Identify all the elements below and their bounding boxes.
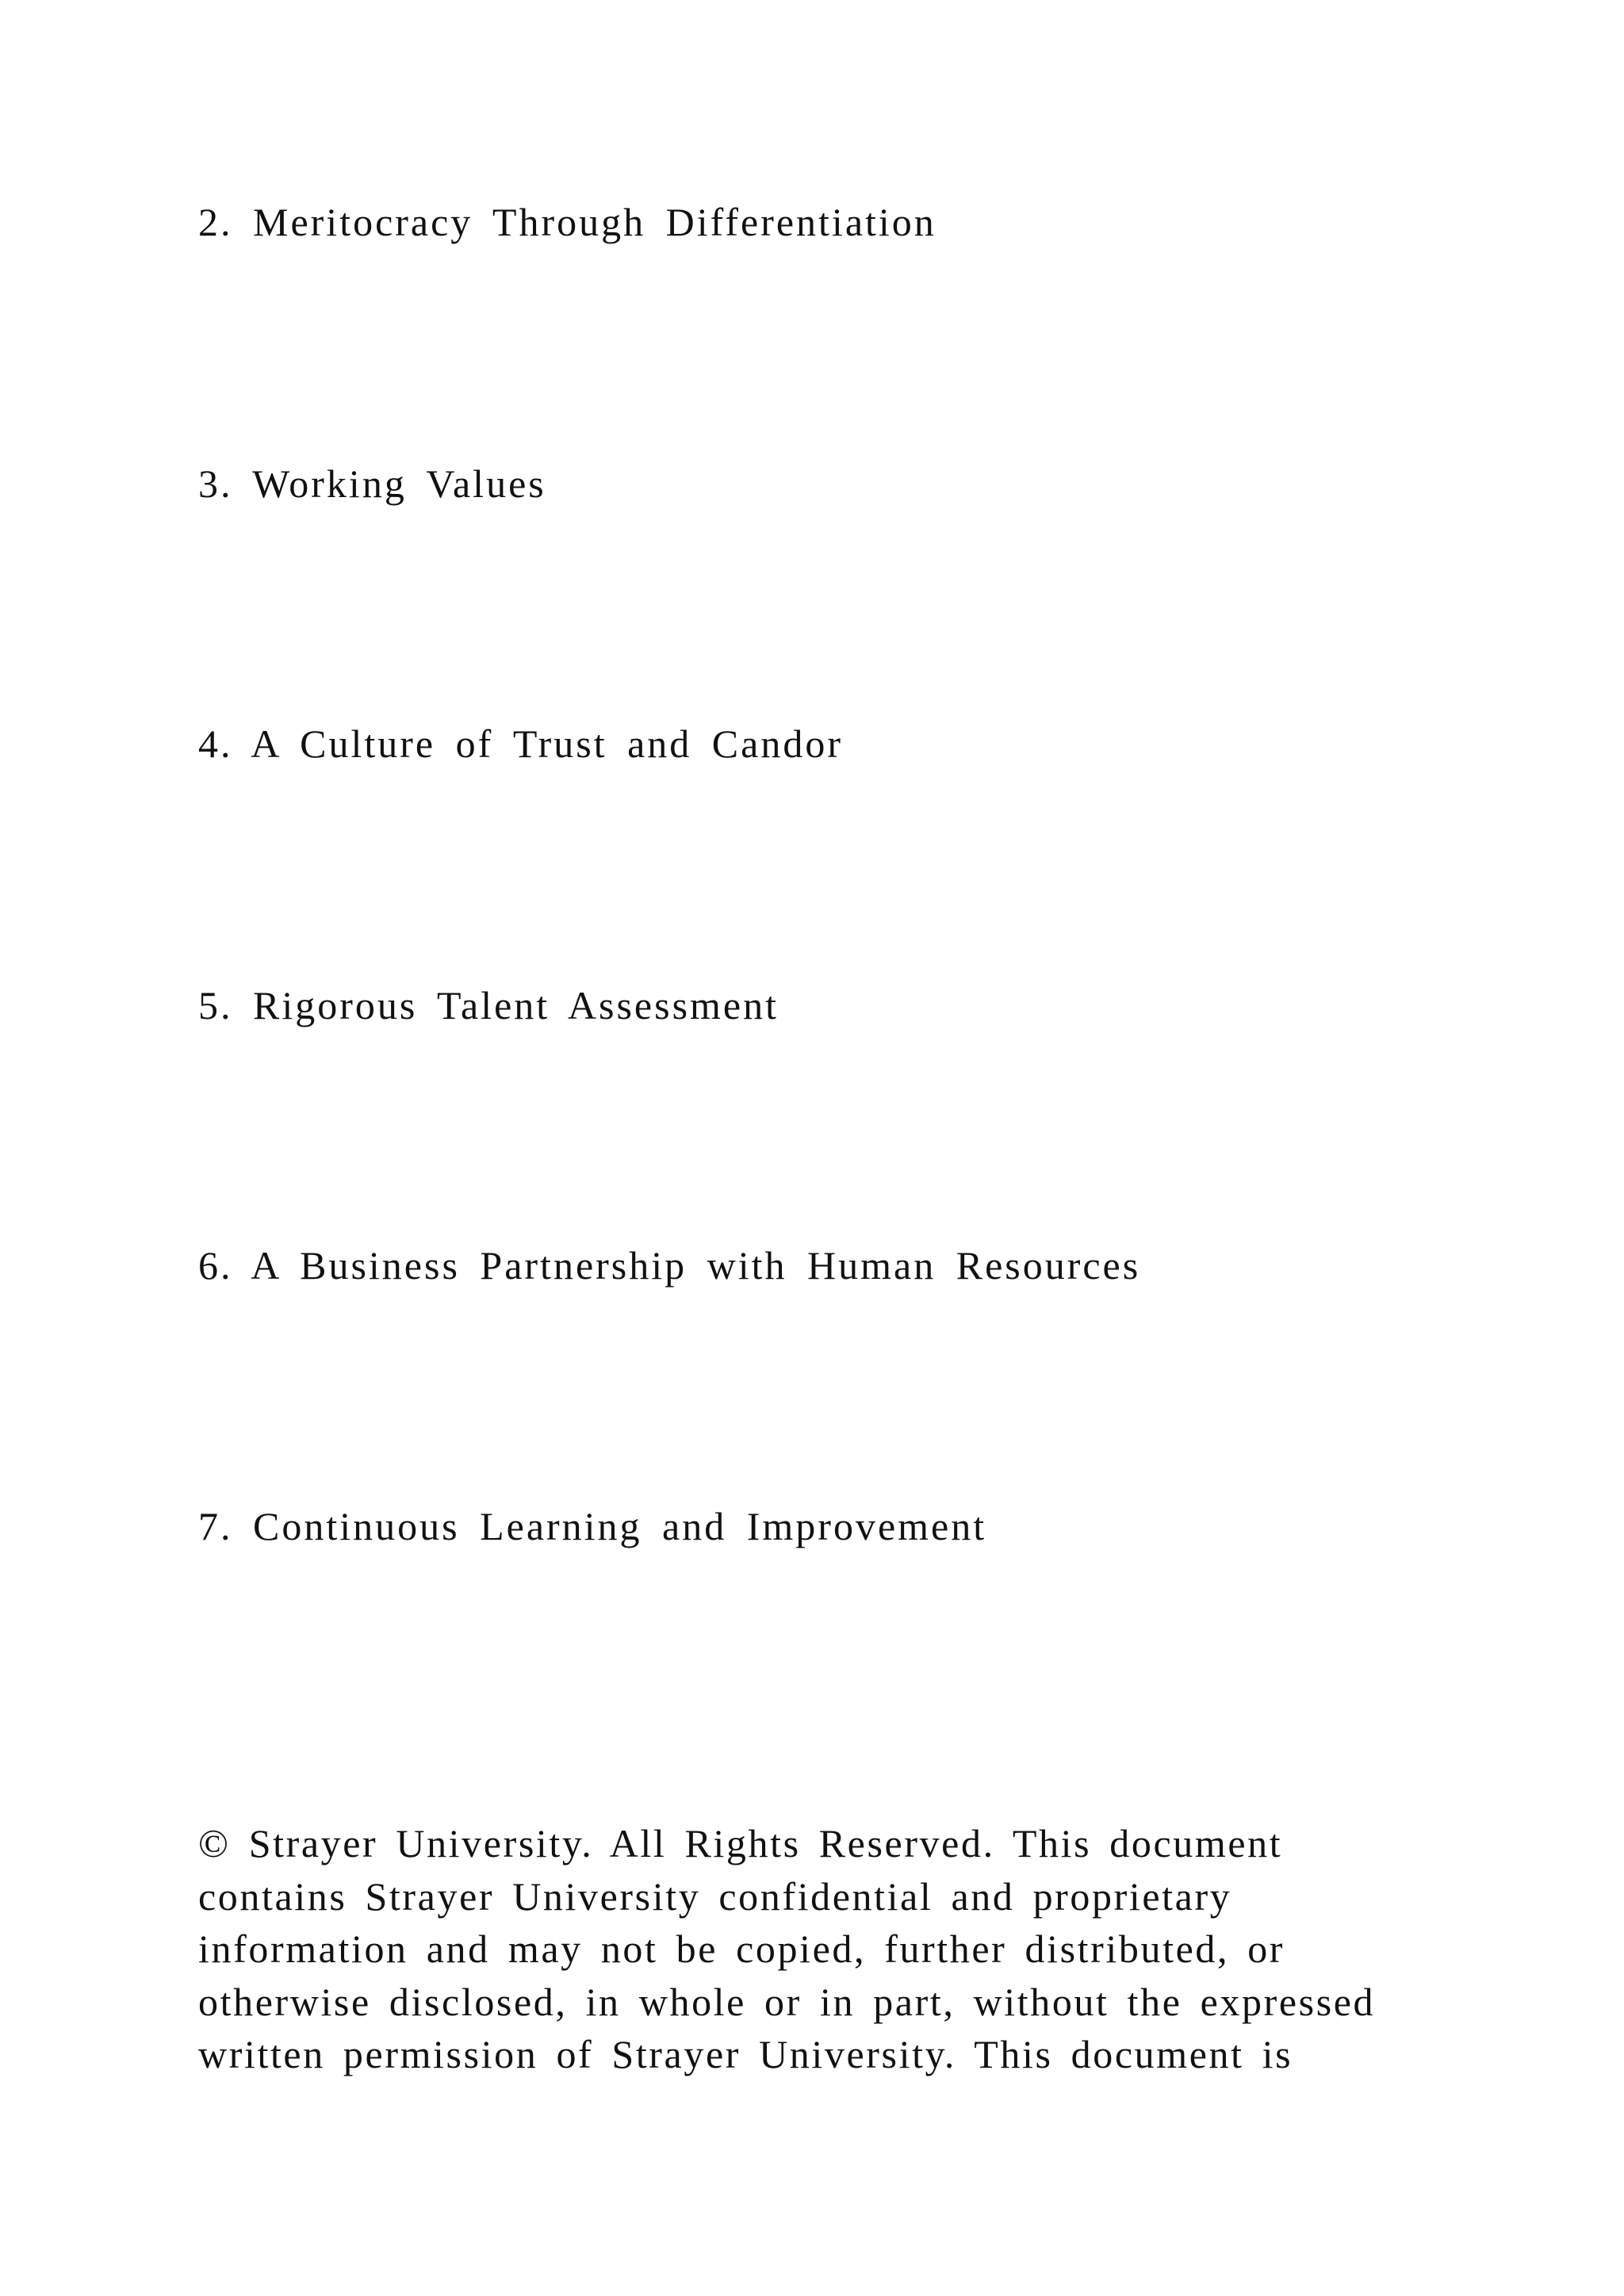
list-item-hr-partnership: 6. A Business Partnership with Human Resources — [198, 1243, 1141, 1288]
list-item-meritocracy: 2. Meritocracy Through Differentiation — [198, 200, 936, 244]
copyright-notice — [198, 1817, 1467, 2081]
list-item-working-values: 3. Working Values — [198, 461, 546, 506]
copyright-notice-line: written permission of Strayer University. This document is — [198, 2032, 1293, 2076]
copyright-notice-line: information and may not be copied, further distributed, or — [198, 1927, 1285, 1971]
list-item-trust-candor: 4. A Culture of Trust and Candor — [198, 721, 843, 766]
copyright-notice-line: contains Strayer University confidential and proprietary — [198, 1873, 1232, 1919]
copyright-notice-line: otherwise disclosed, in whole or in part, without the expressed — [198, 1979, 1376, 2024]
copyright-notice-line: © Strayer University. All Rights Reserved. This document — [198, 1821, 1283, 1866]
list-item-talent-assessment: 5. Rigorous Talent Assessment — [198, 983, 779, 1027]
list-item-continuous-learning: 7. Continuous Learning and Improvement — [198, 1504, 987, 1548]
